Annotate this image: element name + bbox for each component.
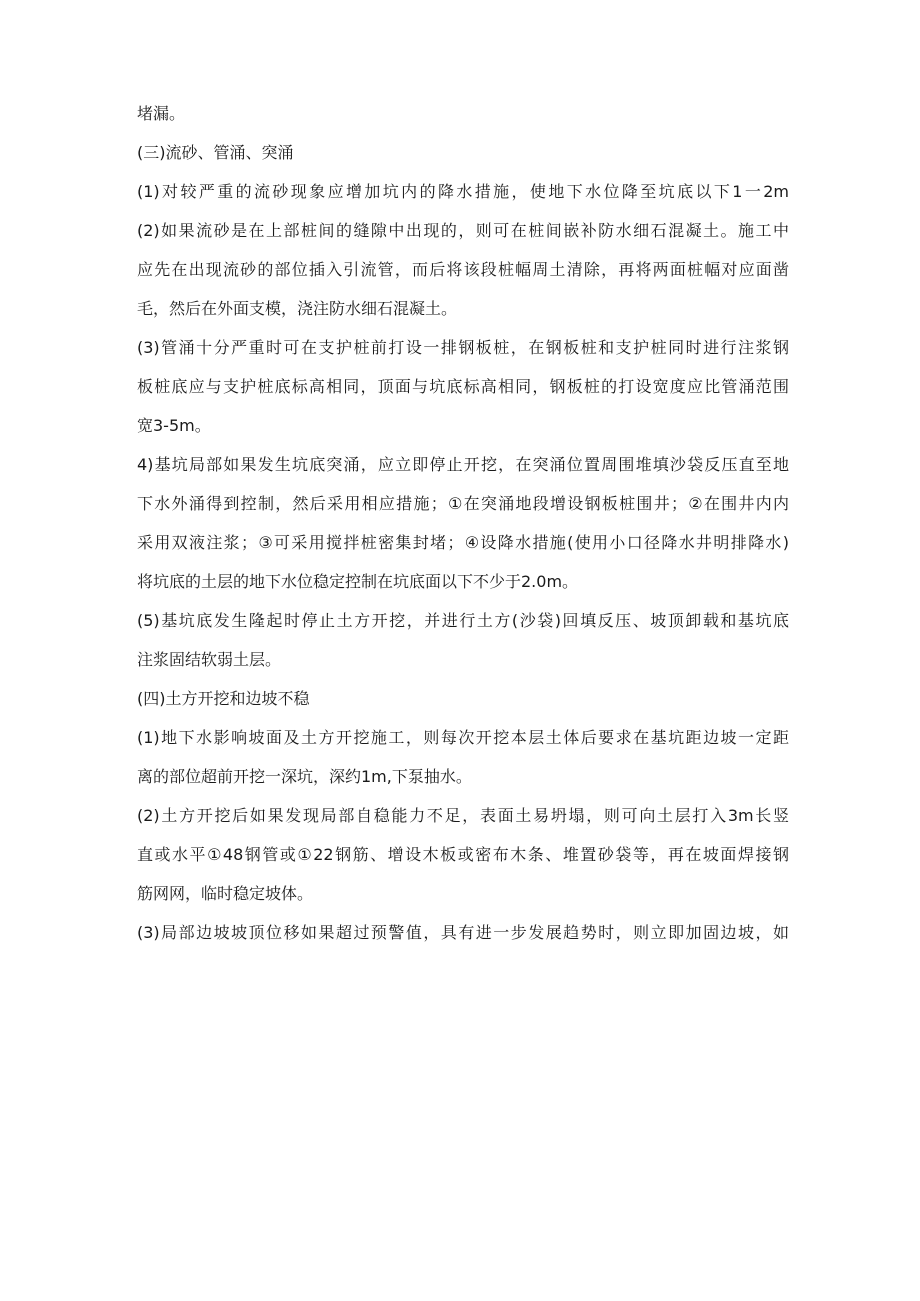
text-line-7: (3)管涌十分严重时可在支护桩前打设一排钢板桩，在钢板桩和支护桩同时进行注浆钢 [137,338,789,357]
text-line-17: (1)地下水影响坡面及土方开挖施工，则每次开挖本层土体后要求在基坑距边坡一定距 [137,728,789,747]
text-line-6: 毛，然后在外面支模，浇注防水细石混凝土。 [137,299,458,318]
text-line-22: (3)局部边坡坡顶位移如果超过预警值，具有进一步发展趋势时，则立即加固边坡，如 [137,923,789,942]
text-line-21: 筋网网，临时稳定坡体。 [137,884,314,903]
text-line-4: (2)如果流砂是在上部桩间的缝隙中出现的，则可在桩间嵌补防水细石混凝土。施工中 [137,221,789,240]
text-line-10: 4)基坑局部如果发生坑底突涌，应立即停止开挖，在突涌位置周围堆填沙袋反压直至地 [137,455,789,474]
text-line-11: 下水外涌得到控制，然后采用相应措施；①在突涌地段增设钢板桩围井；②在围井内内 [137,494,789,513]
document-body [137,94,789,952]
section-heading-3: (三)流砂、管涌、突涌 [137,143,294,162]
text-line-3: (1)对较严重的流砂现象应增加坑内的降水措施，使地下水位降至坑底以下1一2m [137,182,789,201]
text-line-1: 堵漏。 [137,104,186,123]
text-line-20: 直或水平①48钢管或①22钢筋、增设木板或密布木条、堆置砂袋等，再在坡面焊接钢 [137,845,789,864]
text-line-14: (5)基坑底发生隆起时停止土方开挖，并进行土方(沙袋)回填反压、坡顶卸载和基坑底 [137,611,789,630]
text-line-13: 将坑底的土层的地下水位稳定控制在坑底面以下不少于2.0m。 [137,572,579,591]
text-line-5: 应先在出现流砂的部位插入引流管，而后将该段桩幅周土清除，再将两面桩幅对应面凿 [137,260,789,279]
text-line-15: 注浆固结软弱土层。 [137,650,282,669]
section-heading-4: (四)土方开挖和边坡不稳 [137,689,310,708]
text-line-19: (2)土方开挖后如果发现局部自稳能力不足，表面土易坍塌，则可向土层打入3m长竖 [137,806,789,825]
text-line-9: 宽3-5m。 [137,416,211,435]
text-line-18: 离的部位超前开挖一深坑，深约1m,下泵抽水。 [137,767,472,786]
text-line-12: 采用双液注浆；③可采用搅拌桩密集封堵；④设降水措施(使用小口径降水井明排降水) [137,533,789,552]
text-line-8: 板桩底应与支护桩底标高相同，顶面与坑底标高相同，钢板桩的打设宽度应比管涌范围 [137,377,789,396]
